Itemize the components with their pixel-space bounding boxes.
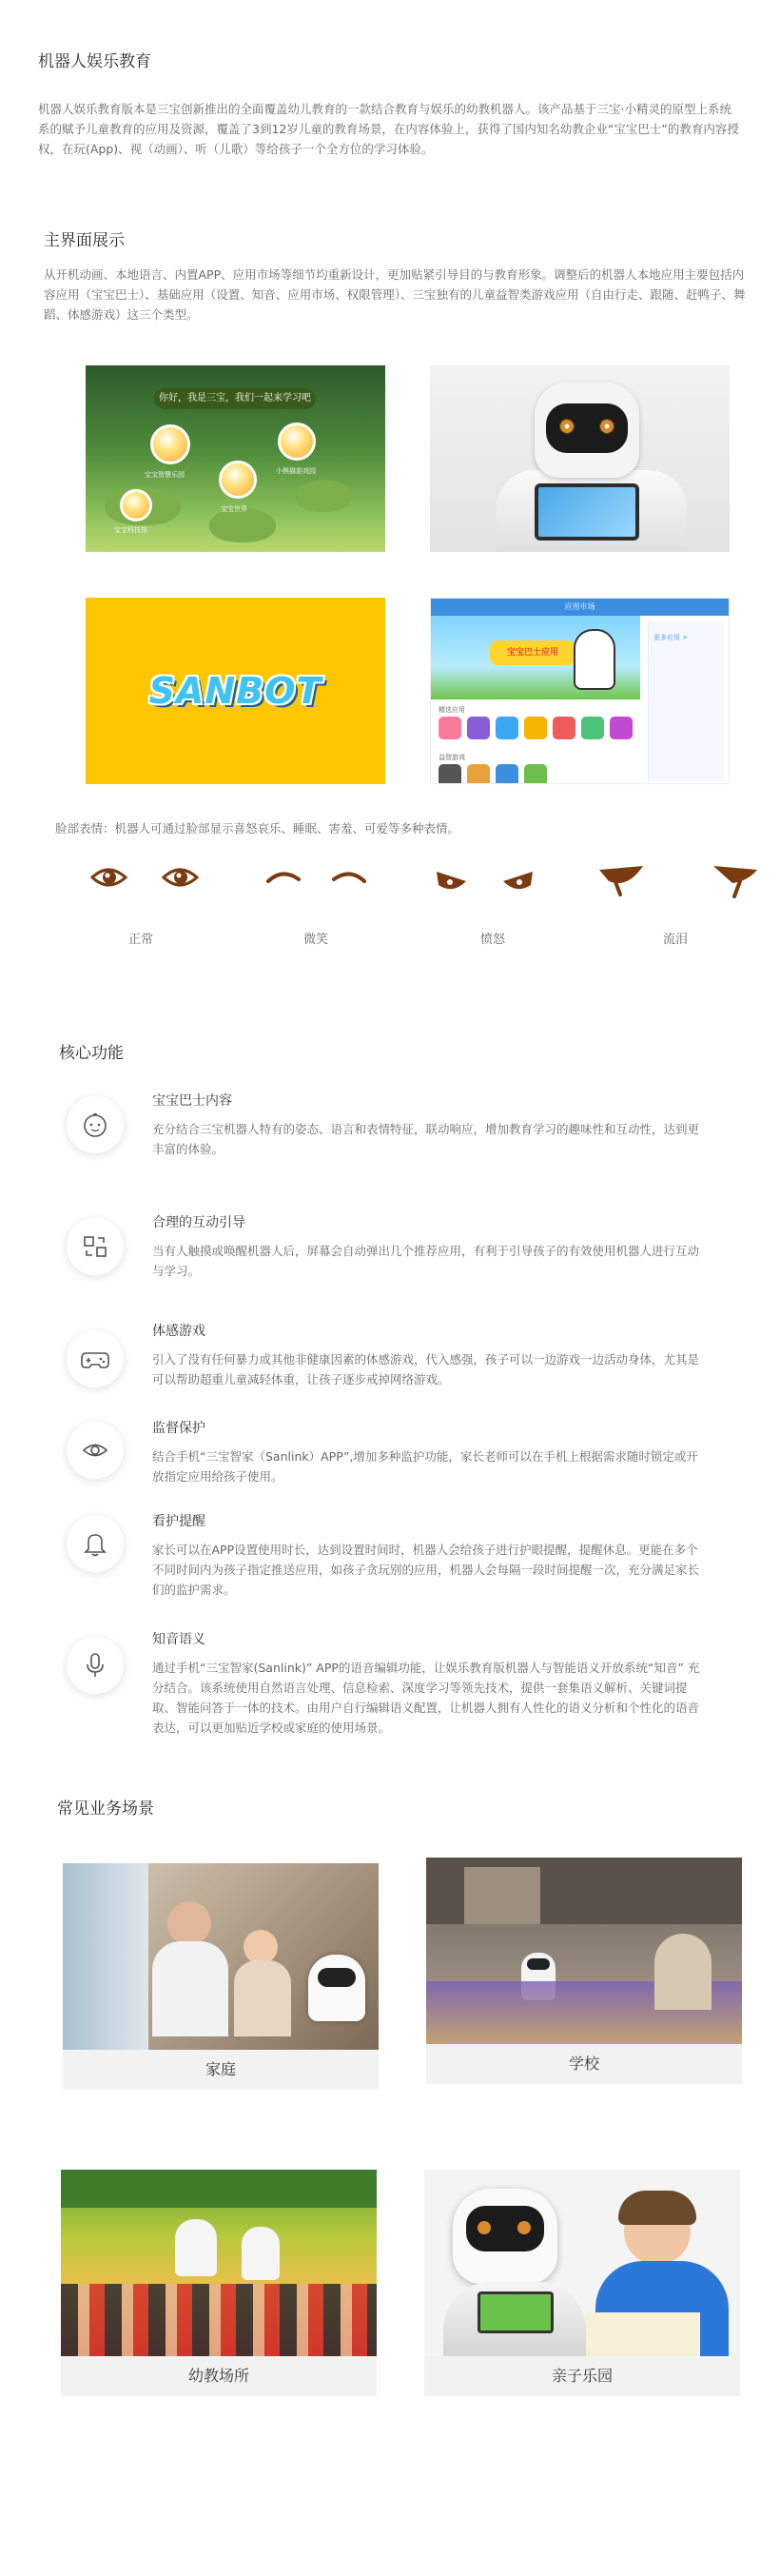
expression-label: 正常 — [127, 933, 153, 947]
baby-face-icon — [67, 1096, 124, 1153]
store-header: 应用市场 — [431, 599, 729, 616]
scene-card-family-park[interactable] — [424, 2170, 740, 2398]
smile-eyes-icon — [268, 874, 364, 881]
face-expressions — [0, 856, 780, 914]
expression-label: 流泪 — [662, 933, 688, 947]
ui-section-text: 从开机动画、本地语言、内置APP、应用市场等细节均重新设计，更加贴紧引导目的与教育形象。调整后的机器人本地应用主要包括内容应用（宝宝巴士）、基础应用（设置、知音、应用市场、权限管理）、三宝独有的儿童益智类游戏应用（自由行走、跟随、赶鸭子、舞蹈、体感游戏）这三个类型。 — [44, 267, 746, 322]
feature-title: 宝宝巴士内容 — [152, 1093, 232, 1109]
sanbot-logo: SANBOT — [148, 670, 322, 712]
kindergarten-scene-photo — [61, 2170, 377, 2356]
store-app-icon[interactable] — [496, 764, 518, 784]
intro-title: 机器人娱乐教育 — [38, 52, 151, 71]
store-section-label: 益智游戏 — [439, 754, 465, 761]
scene-card-school[interactable] — [426, 1858, 742, 2086]
feature-title: 体感游戏 — [152, 1324, 205, 1339]
store-section-label: 精选应用 — [439, 706, 465, 714]
angry-eyes-icon — [437, 872, 533, 889]
game-app-label: 宝宝智慧乐园 — [145, 471, 185, 479]
store-app-icon[interactable] — [524, 717, 547, 739]
scene-card-home[interactable] — [63, 1863, 379, 2092]
store-banner-title: 宝宝巴士应用 — [490, 640, 575, 665]
feature-title: 知音语义 — [152, 1632, 205, 1647]
family-park-scene-photo — [424, 2170, 740, 2356]
interaction-icon — [67, 1218, 124, 1275]
sanbot-splash-screenshot — [86, 598, 385, 784]
gamepad-icon — [67, 1330, 124, 1387]
store-app-icon[interactable] — [496, 717, 518, 739]
scene-label: 亲子乐园 — [424, 2356, 740, 2396]
feature-desc: 家长可以在APP设置使用时长，达到设置时间时，机器人会给孩子进行护眼提醒，提醒休息。更能在多个不同时间内为孩子指定推送应用，如孩子贪玩别的应用，机器人会每隔一段时间提醒一次，充分满足家长们的监护需求。 — [152, 1543, 700, 1597]
store-app-icon[interactable] — [439, 764, 461, 784]
ui-section-title: 主界面展示 — [44, 231, 125, 250]
feature-title: 看护提醒 — [152, 1514, 205, 1529]
store-app-icon[interactable] — [439, 717, 461, 739]
app-store-screenshot — [430, 598, 730, 784]
robot-photo — [430, 365, 730, 552]
intro-text: 机器人娱乐教育版本是三宝创新推出的全面覆盖幼儿教育的一款结合教育与娱乐的幼教机器人。该产品基于三宝·小精灵的原型上系统系的赋予儿童教育的应用及资源，覆盖了3到12岁儿童的教育场景，在内容体验上，获得了国内知名幼教企业“宝宝巴士”的教育内容授权，在玩(App)、视（动画）、听（儿歌）等给孩子一个全方位的学习体验。 — [38, 102, 739, 156]
game-app-icon[interactable] — [120, 489, 152, 521]
game-app-label: 小熊猫游戏园 — [276, 467, 316, 475]
eye-icon — [67, 1422, 124, 1479]
feature-desc: 通过手机“三宝智家(Sanlink)” APP的语音编辑功能，让娱乐教育版机器人与智能语义开放系统“知音” 充分结合。该系统使用自然语言处理、信息检索、深度学习等领先技术，提供一套集语义解析、关键词提取、智能问答于一体的技术。由用户自行编辑语义配置，让机器人拥有人性化的语义分析和个性化的语音表达，可以更加贴近学校或家庭的使用场景。 — [152, 1661, 700, 1735]
game-app-icon[interactable] — [278, 423, 316, 461]
game-home-screenshot — [86, 365, 385, 552]
store-app-icon[interactable] — [524, 764, 547, 784]
normal-eyes-icon — [92, 870, 197, 885]
scene-card-kindergarten[interactable] — [61, 2170, 377, 2398]
microphone-icon — [67, 1637, 124, 1694]
scenes-title: 常见业务场景 — [57, 1799, 154, 1819]
feature-desc: 充分结合三宝机器人特有的姿态、语言和表情特征，联动响应，增加教育学习的趣味性和互动性，达到更丰富的体验。 — [152, 1122, 700, 1156]
feature-title: 监督保护 — [152, 1421, 205, 1436]
feature-desc: 引入了没有任何暴力或其他非健康因素的体感游戏，代入感强，孩子可以一边游戏一边活动身体，尤其是可以帮助超重儿童减轻体重，让孩子逐步戒掉网络游戏。 — [152, 1352, 700, 1386]
store-app-icon[interactable] — [553, 717, 575, 739]
feature-desc: 当有人触摸或唤醒机器人后，屏幕会自动弹出几个推荐应用，有利于引导孩子的有效使用机器人进行互动与学习。 — [152, 1244, 700, 1278]
scene-label: 学校 — [426, 2044, 742, 2084]
bell-icon — [67, 1515, 124, 1572]
store-app-icon[interactable] — [467, 764, 490, 784]
game-app-label: 宝宝世界 — [221, 505, 247, 513]
cry-eyes-icon — [599, 866, 757, 896]
store-app-icon[interactable] — [610, 717, 633, 739]
feature-desc: 结合手机“三宝智家（Sanlink）APP”,增加多种监护功能，家长老师可以在手机上根据需求随时锁定或开放指定应用给孩子使用。 — [152, 1449, 698, 1484]
features-title: 核心功能 — [59, 1044, 124, 1063]
game-banner: 你好，我是三宝，我们一起来学习吧 — [154, 388, 316, 409]
store-app-icon[interactable] — [581, 717, 604, 739]
game-app-label: 宝宝科技馆 — [114, 526, 147, 534]
scene-label: 幼教场所 — [61, 2356, 377, 2396]
game-app-icon[interactable] — [219, 461, 257, 499]
scene-label: 家庭 — [63, 2050, 379, 2090]
expressions-caption: 脸部表情：机器人可通过脸部显示喜怒哀乐、睡眠、害羞、可爱等多种表情。 — [55, 821, 460, 836]
store-more-link[interactable]: 更多应用 > — [653, 634, 689, 641]
game-app-icon[interactable] — [150, 424, 190, 464]
expression-label: 愤怒 — [479, 933, 505, 947]
school-scene-photo — [426, 1858, 742, 2044]
feature-title: 合理的互动引导 — [152, 1215, 245, 1230]
expression-label: 微笑 — [302, 933, 328, 947]
home-scene-photo — [63, 1863, 379, 2050]
store-app-icon[interactable] — [467, 717, 490, 739]
